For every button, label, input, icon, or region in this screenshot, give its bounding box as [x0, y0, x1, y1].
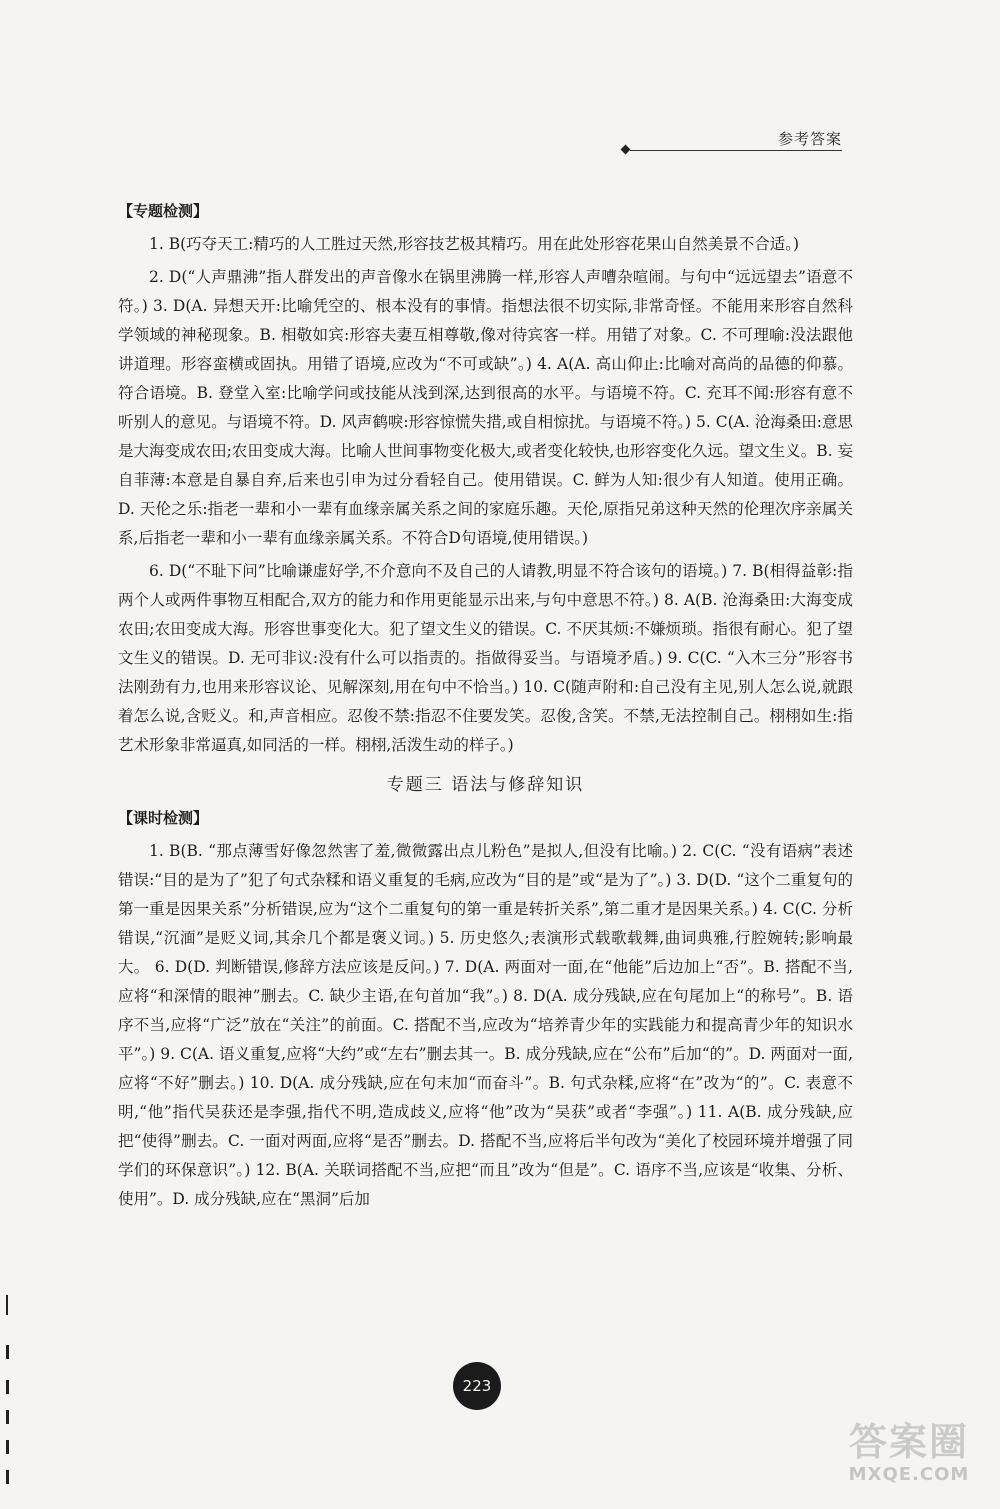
watermark-url: MXQE.COM	[848, 1464, 970, 1485]
page-header	[620, 128, 842, 158]
binding-mark	[6, 1380, 9, 1394]
header-rule	[630, 150, 842, 151]
binding-mark	[6, 1470, 9, 1484]
diamond-icon	[621, 145, 631, 155]
header-title: 参考答案	[777, 130, 842, 148]
answer-paragraph: 2. D(“人声鼎沸”指人群发出的声音像水在锅里沸腾一样,形容人声嘈杂喧闹。与句中“远远望去”语意不符。) 3. D(A. 异想天开:比喻凭空的、根本没有的事情。指想法很不切实际,非常奇怪。不能用来形容自然科学领域的神秘现象。B. 相敬如宾:形容夫妻互相尊敬,像对待宾客一样。用错了对象。C. 不可理喻:没法跟他讲道理。形容蛮横或固执。用错了语境,应改为“不可或缺”。) 4. A(A. 高山仰止:比喻对高尚的品德的仰慕。符合语境。B. 登堂入室:比喻学问或技能从浅到深,达到很高的水平。与语境不符。C. 充耳不闻:形容有意不听别人的意见。与语境不符。D. 风声鹤唳:形容惊慌失措,或自相惊扰。与语境不符。) 5. C(A. 沧海桑田:意思是大海变成农田;农田变成大海。比喻人世间事物变化极大,或者变化较快,也形容变化久远。望文生义。B. 妄自菲薄:本意是自暴自弃,后来也引申为过分看轻自己。使用错误。C. 鲜为人知:很少有人知道。使用正确。D. 天伦之乐:指老一辈和小一辈有血缘亲属关系之间的家庭乐趣。天伦,原指兄弟这种天然的伦理次序亲属关系,后指老一辈和小一辈有血缘亲属关系。不符合D句语境,使用错误。)	[118, 268, 853, 547]
answer-paragraph: 1. B(B. “那点薄雪好像忽然害了羞,微微露出点儿粉色”是拟人,但没有比喻。) 2. C(C. “没有语病”表述错误:“目的是为了”犯了句式杂糅和语义重复的毛病,应改为“目的是”或“是为了”。) 3. D(D. “这个二重复句的第一重是因果关系”分析错误,应为“这个二重复句的第一重是转折关系”,第二重才是因果关系。) 4. C(C. 分析错误,“沉湎”是贬义词,其余几个都是褒义词。) 5. 历史悠久;表演形式载歌载舞,曲词典雅,行腔婉转;影响最大。 6. D(D. 判断错误,修辞方法应该是反问。) 7. D(A. 两面对一面,在“他能”后边加上“否”。B. 搭配不当,应将“和深情的眼神”删去。C. 缺少主语,在句首加“我”。) 8. D(A. 成分残缺,应在句尾加上“的称号”。B. 语序不当,应将“广泛”放在“关注”的前面。C. 搭配不当,应改为“培养青少年的实践能力和提高青少年的知识水平”。) 9. C(A. 语义重复,应将“大约”或“左右”删去其一。B. 成分残缺,应在“公布”后加“的”。D. 两面对一面,应将“不好”删去。) 10. D(A. 成分残缺,应在句末加“而奋斗”。B. 句式杂糅,应将“在”改为“的”。C. 表意不明,“他”指代吴获还是李强,指代不明,造成歧义,应将“他”改为“吴获”或者“李强”。) 11. A(B. 成分残缺,应把“使得”删去。C. 一面对两面,应将“是否”删去。D. 搭配不当,应将后半句改为“美化了校园环境并增强了同学们的环保意识”。) 12. B(A. 关联词搭配不当,应把“而且”改为“但是”。C. 语序不当,应该是“收集、分析、使用”。D. 成分残缺,应在“黑洞”后加	[118, 842, 853, 1208]
answer-content	[118, 200, 853, 1214]
binding-mark	[6, 1440, 9, 1454]
binding-mark	[6, 1345, 9, 1359]
watermark-text: 答案圈	[848, 1420, 969, 1464]
topic-title: 专题三 语法与修辞知识	[386, 775, 585, 795]
section-label-zhuanti: 【专题检测】	[118, 202, 209, 220]
page-number-badge: 223	[453, 1362, 501, 1410]
answer-paragraph: 6. D(“不耻下问”比喻谦虚好学,不介意向不及自己的人请教,明显不符合该句的语境。) 7. B(相得益彰:指两个人或两件事物互相配合,双方的能力和作用更能显示出来,与句中意思不符。) 8. A(B. 沧海桑田:大海变成农田;农田变成大海。形容世事变化大。犯了望文生义的错误。C. 不厌其烦:不嫌烦琐。指很有耐心。犯了望文生义的错误。D. 无可非议:没有什么可以指责的。指做得妥当。与语境矛盾。) 9. C(C. “入木三分”形容书法刚劲有力,也用来形容议论、见解深刻,用在句中不恰当。) 10. C(随声附和:自己没有主见,别人怎么说,就跟着怎么说,含贬义。和,声音相应。忍俊不禁:指忍不住要发笑。忍俊,含笑。不禁,无法控制自己。栩栩如生:指艺术形象非常逼真,如同活的一样。栩栩,活泼生动的样子。)	[118, 562, 853, 754]
binding-marks	[4, 1295, 24, 1505]
answer-paragraph: 1. B(巧夺天工:精巧的人工胜过天然,形容技艺极其精巧。用在此处形容花果山自然美景不合适。)	[149, 235, 800, 253]
watermark-logo	[844, 1420, 974, 1500]
binding-mark	[6, 1295, 8, 1315]
section-label-keshi: 【课时检测】	[118, 809, 209, 827]
binding-mark	[6, 1410, 9, 1424]
